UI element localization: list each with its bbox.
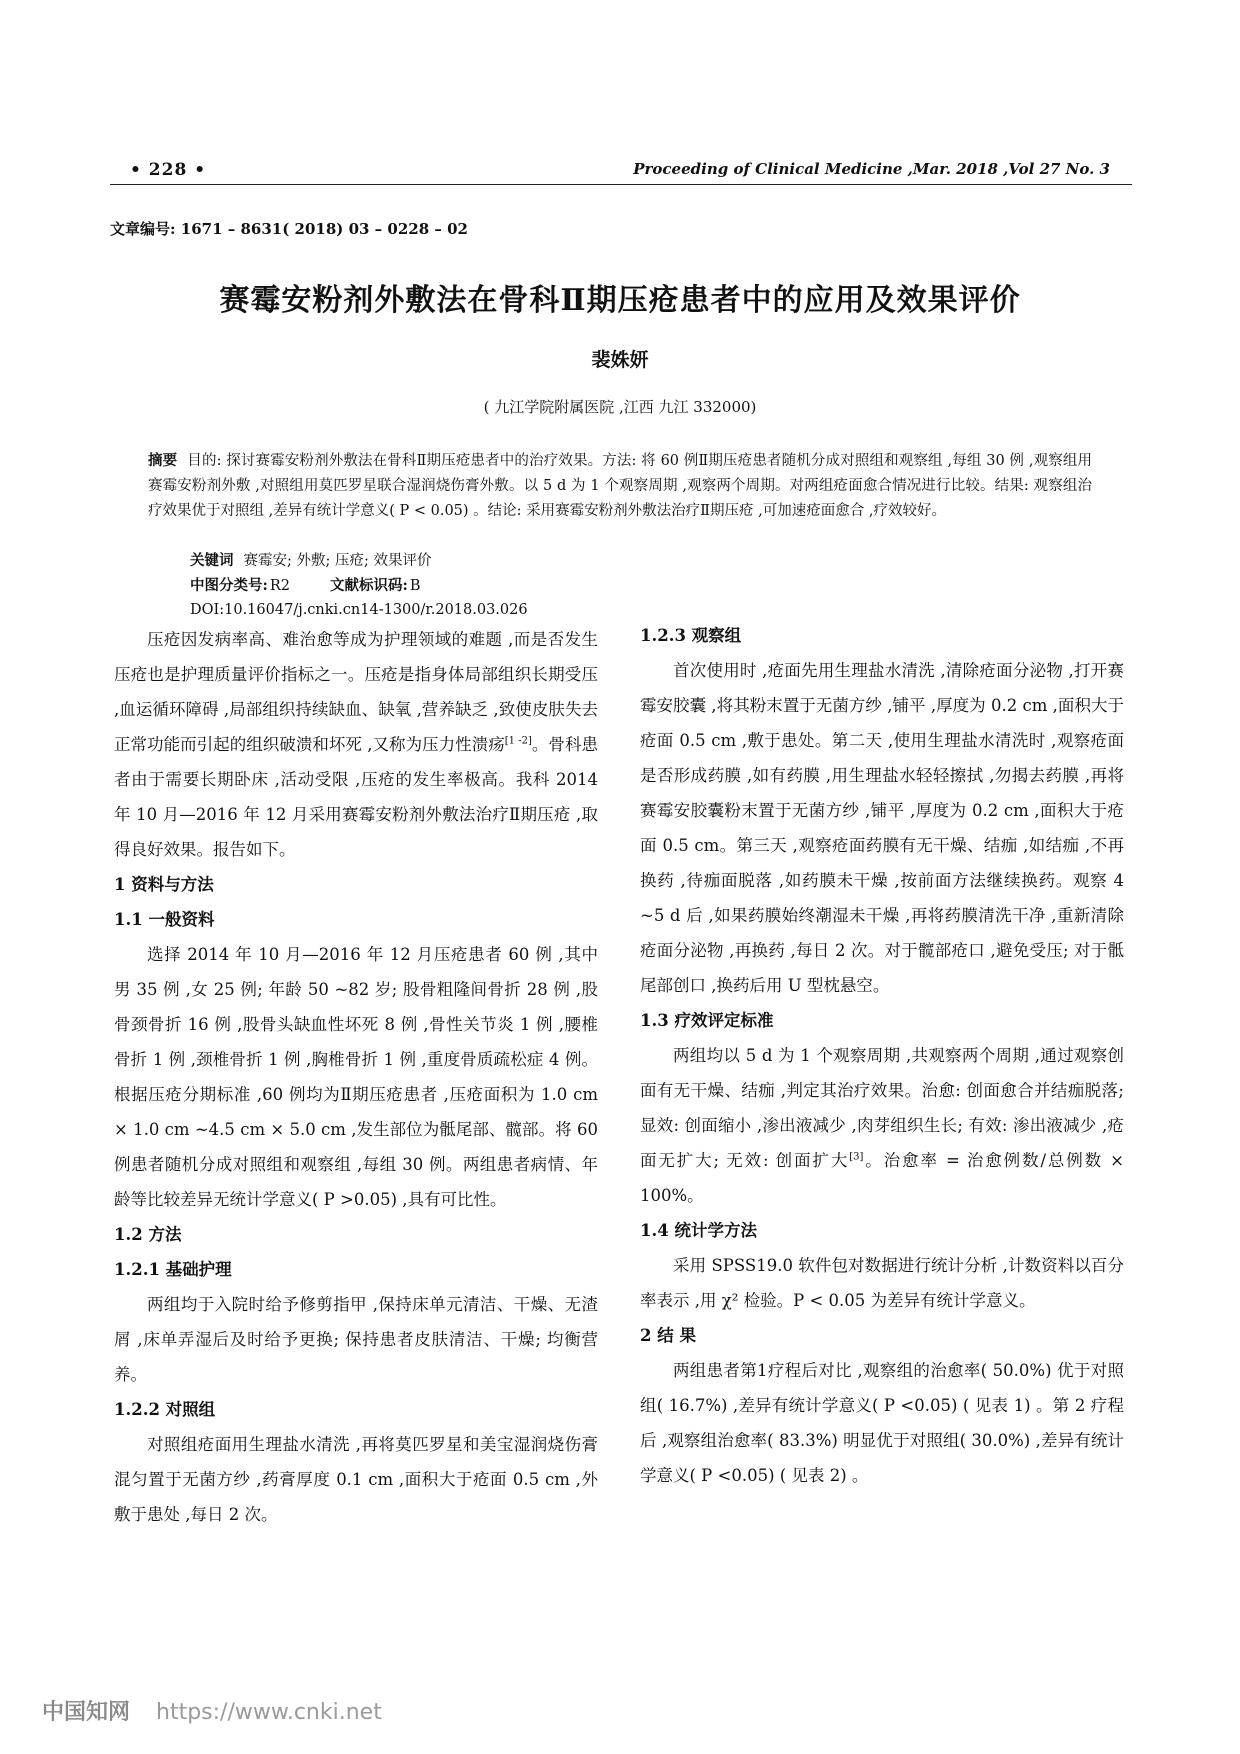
affiliation: ( 九江学院附属医院 ,江西 九江 332000) — [483, 398, 757, 416]
heading-1-1: 1.1 一般资料 — [114, 910, 215, 929]
classification-value: R2 — [269, 578, 291, 594]
paragraph-1-3-text-a: 两组均以 5 d 为 1 个观察周期 ,共观察两个周期 ,通过观察创面有无干燥、结痂 ,判定其治疗效果。治愈: 创面愈合并结痂脱落; 显效: 创面缩小 ,渗出液减少 ,肉芽组织生长; 有效: 渗出液减少 ,疮面无扩大; 无效: 创面扩大 — [640, 1046, 1124, 1170]
doi: DOI:10.16047/j.cnki.cn14-1300/r.2018.03.026 — [190, 602, 528, 618]
heading-1-2: 1.2 方法 — [114, 1225, 182, 1244]
keywords — [190, 548, 1090, 574]
article-title: 赛霉安粉剂外敷法在骨科Ⅱ期压疮患者中的应用及效果评价 — [219, 283, 1021, 318]
doc-code-value: B — [409, 578, 421, 594]
journal-header: Proceeding of Clinical Medicine ,Mar. 2018 ,Vol 27 No. 3 — [633, 160, 1110, 178]
article-id: 文章编号: 1671 – 8631( 2018) 03 – 0228 – 02 — [110, 220, 468, 238]
intro-paragraph — [114, 622, 598, 867]
paragraph-1-1: 选择 2014 年 10 月—2016 年 12 月压疮患者 60 例 ,其中男 35 例 ,女 25 例; 年龄 50 ~82 岁; 股骨粗隆间骨折 28 例 ,股骨颈骨折 16 例 ,股骨头缺血性坏死 8 例 ,骨性关节炎 1 例 ,腰椎骨折 1 例 ,颈椎骨折 1 例 ,胸椎骨折 1 例 ,重度骨质疏松症 4 例。根据压疮分期标准 ,60 例均为Ⅱ期压疮患者 ,压疮面积为 1.0 cm × 1.0 cm ~4.5 cm × 5.0 cm ,发生部位为骶尾部、髋部。将 60 例患者随机分成对照组和观察组 ,每组 30 例。两组患者病情、年龄等比较差异无统计学意义( P >0.05) ,具有可比性。 — [114, 945, 598, 1209]
watermark-url[interactable]: https://www.cnki.net — [156, 1700, 382, 1725]
citation-ref: [1 -2] — [504, 735, 532, 747]
paragraph-1-3 — [640, 1038, 1124, 1213]
heading-1-2-2: 1.2.2 对照组 — [114, 1400, 216, 1419]
watermark-brand: 中国知网 — [42, 1700, 131, 1725]
header-rule — [110, 184, 1132, 185]
paragraph-2: 两组患者第1疗程后对比 ,观察组的治愈率( 50.0%) 优于对照组( 16.7%) ,差异有统计学意义( P <0.05) ( 见表 1) 。第 2 疗程后 ,观察组治愈率( 83.3%) 明显优于对照组( 30.0%) ,差异有统计学意义( P <0.05) ( 见表 2) 。 — [640, 1361, 1124, 1485]
abstract-label: 摘要 — [148, 452, 178, 469]
classification — [190, 573, 1090, 599]
right-column — [640, 618, 1124, 1493]
paragraph-1-2-1: 两组均于入院时给予修剪指甲 ,保持床单元清洁、干燥、无渣屑 ,床单弄湿后及时给予更换; 保持患者皮肤清洁、干燥; 均衡营养。 — [114, 1295, 598, 1384]
doc-code-label: 文献标识码: — [330, 577, 408, 594]
author: 裴姝妍 — [591, 349, 649, 371]
abstract — [148, 448, 1092, 524]
intro-text-2: 。骨科患者由于需要长期卧床 ,活动受限 ,压疮的发生率极高。我科 2014 年 10 月—2016 年 12 月采用赛霉安粉剂外敷法治疗Ⅱ期压疮 ,取得良好效果。报告如下。 — [114, 735, 598, 859]
heading-1-3: 1.3 疗效评定标准 — [640, 1011, 774, 1030]
citation-ref: [3] — [849, 1151, 864, 1163]
page-number: • 228 • — [130, 160, 207, 180]
abstract-text: 目的: 探讨赛霉安粉剂外敷法在骨科Ⅱ期压疮患者中的治疗效果。方法: 将 60 例Ⅱ期压疮患者随机分成对照组和观察组 ,每组 30 例 ,观察组用赛霉安粉剂外敷 ,对照组用莫匹罗星联合湿润烧伤膏外敷。以 5 d 为 1 个观察周期 ,观察两个周期。对两组疮面愈合情况进行比较。结果: 观察组治疗效果优于对照组 ,差异有统计学意义( P < 0.05) 。结论: 采用赛霉安粉剂外敷法治疗Ⅱ期压疮 ,可加速疮面愈合 ,疗效较好。 — [148, 453, 1092, 519]
heading-1: 1 资料与方法 — [114, 875, 214, 894]
keywords-label: 关键词 — [190, 552, 234, 569]
paragraph-1-4: 采用 SPSS19.0 软件包对数据进行统计分析 ,计数资料以百分率表示 ,用 χ² 检验。P < 0.05 为差异有统计学意义。 — [640, 1256, 1124, 1310]
keywords-text: 赛霉安; 外敷; 压疮; 效果评价 — [243, 553, 432, 569]
heading-1-4: 1.4 统计学方法 — [640, 1221, 757, 1240]
paragraph-1-2-2: 对照组疮面用生理盐水清洗 ,再将莫匹罗星和美宝湿润烧伤膏混匀置于无菌方纱 ,药膏厚度 0.1 cm ,面积大于疮面 0.5 cm ,外敷于患处 ,每日 2 次。 — [114, 1435, 598, 1524]
paragraph-1-2-3: 首次使用时 ,疮面先用生理盐水清洗 ,清除疮面分泌物 ,打开赛霉安胶囊 ,将其粉末置于无菌方纱 ,铺平 ,厚度为 0.2 cm ,面积大于疮面 0.5 cm ,敷于患处。第二天 ,使用生理盐水清洗时 ,观察疮面是否形成药膜 ,如有药膜 ,用生理盐水轻轻擦拭 ,勿揭去药膜 ,再将赛霉安胶囊粉末置于无菌方纱 ,铺平 ,厚度为 0.2 cm ,面积大于疮面 0.5 cm。第三天 ,观察疮面药膜有无干燥、结痂 ,如结痂 ,不再换药 ,待痂面脱落 ,如药膜未干燥 ,按前面方法继续换药。观察 4 ~5 d 后 ,如果药膜始终潮湿未干燥 ,再将药膜清洗干净 ,重新清除疮面分泌物 ,再换药 ,每日 2 次。对于髋部疮口 ,避免受压; 对于骶尾部创口 ,换药后用 U 型枕悬空。 — [640, 661, 1124, 995]
left-column — [114, 622, 598, 1532]
paragraph-1-3-text-b: 。治愈率 = 治愈例数/总例数 × 100%。 — [640, 1151, 1125, 1205]
heading-2: 2 结 果 — [640, 1326, 696, 1345]
heading-1-2-1: 1.2.1 基础护理 — [114, 1260, 232, 1279]
intro-text-1: 压疮因发病率高、难治愈等成为护理领域的难题 ,而是否发生压疮也是护理质量评价指标之一。压疮是指身体局部组织长期受压 ,血运循环障碍 ,局部组织持续缺血、缺氧 ,营养缺乏 ,致使皮肤失去正常功能而引起的组织破溃和坏死 ,又称为压力性溃疡 — [114, 630, 598, 754]
heading-1-2-3: 1.2.3 观察组 — [640, 626, 742, 645]
classification-label: 中图分类号: — [190, 577, 268, 594]
watermark — [42, 1695, 382, 1726]
